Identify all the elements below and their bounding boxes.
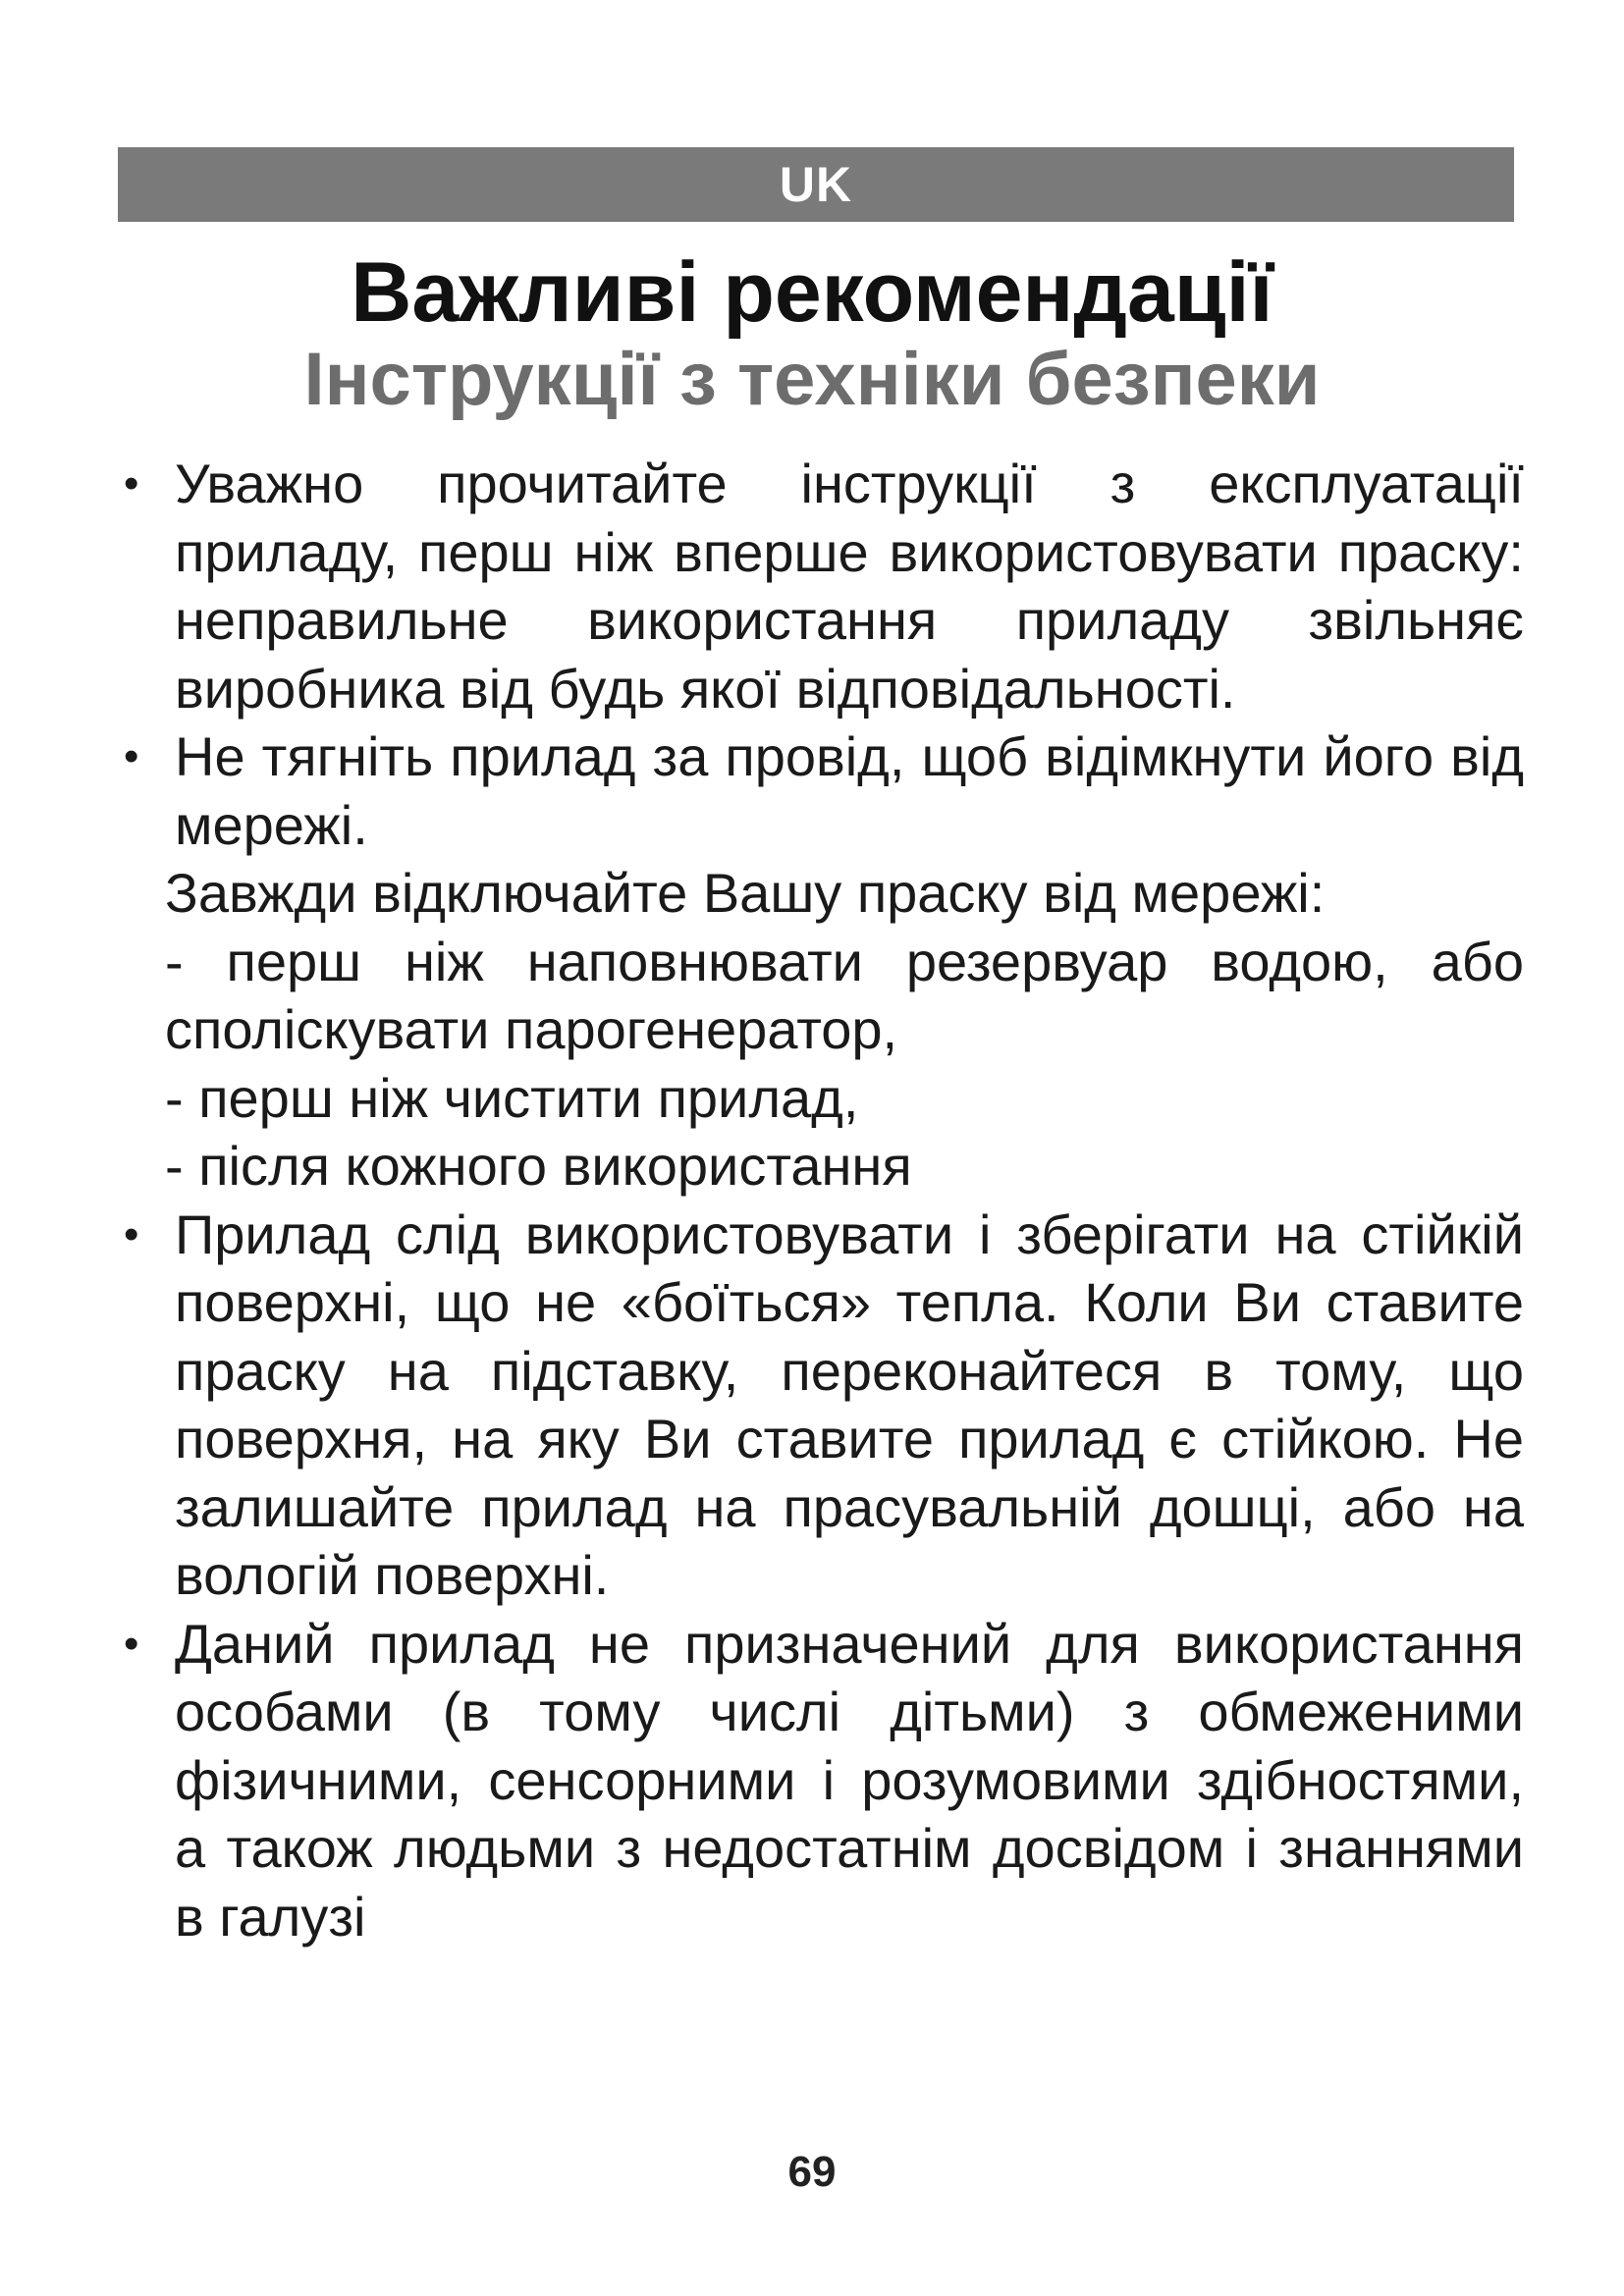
language-code: UK xyxy=(779,157,853,212)
bullet: • xyxy=(124,1209,139,1258)
unplug-note: Завжди відключайте Вашу праску від мережі: xyxy=(165,862,1326,924)
page-number: 69 xyxy=(787,2148,837,2196)
list-item xyxy=(118,450,1524,722)
list-item-text: Уважно прочитайте інструкції з експлуатації приладу, перш ніж вперше використовувати праску: неправильне використання приладу звільняє виробника від будь якої відповідальності. xyxy=(175,453,1524,720)
list-item-text: Не тягніть прилад за провід, щоб відімкнути його від мережі. xyxy=(175,725,1524,856)
safety-instructions xyxy=(118,450,1524,1950)
bullet: • xyxy=(124,1619,139,1668)
list-item-text: Прилад слід використовувати і зберігати на стійкій поверхні, що не «боїться» тепла. Коли Ви ставите праску на підставку, переконайтеся в тому, що поверхня, на яку Ви ставите прилад є стійкою. Не залишайте прилад на прасувальній дошці, або на вологій поверхні. xyxy=(175,1202,1524,1606)
list-item xyxy=(118,722,1524,859)
bullet: • xyxy=(124,732,139,780)
list-item xyxy=(118,1201,1524,1610)
page-title: Важливі рекомендації xyxy=(351,245,1273,340)
list-item-text: Даний прилад не призначений для використання особами (в тому числі дітьми) з обмеженими фізичними, сенсорними і розумовими здібностями, а також людьми з недостатнім досвідом і знаннями в галузі xyxy=(175,1612,1524,1948)
unplug-condition: - перш ніж чистити прилад, xyxy=(165,1066,859,1129)
language-header-bar xyxy=(118,147,1514,222)
page-subtitle: Інструкції з техніки безпеки xyxy=(303,338,1321,421)
unplug-condition: - перш ніж наповнювати резервуар водою, або споліскувати парогенератор, xyxy=(165,930,1524,1060)
bullet: • xyxy=(124,459,139,507)
unplug-condition: - після кожного використання xyxy=(165,1135,912,1197)
list-item xyxy=(118,1610,1524,1951)
